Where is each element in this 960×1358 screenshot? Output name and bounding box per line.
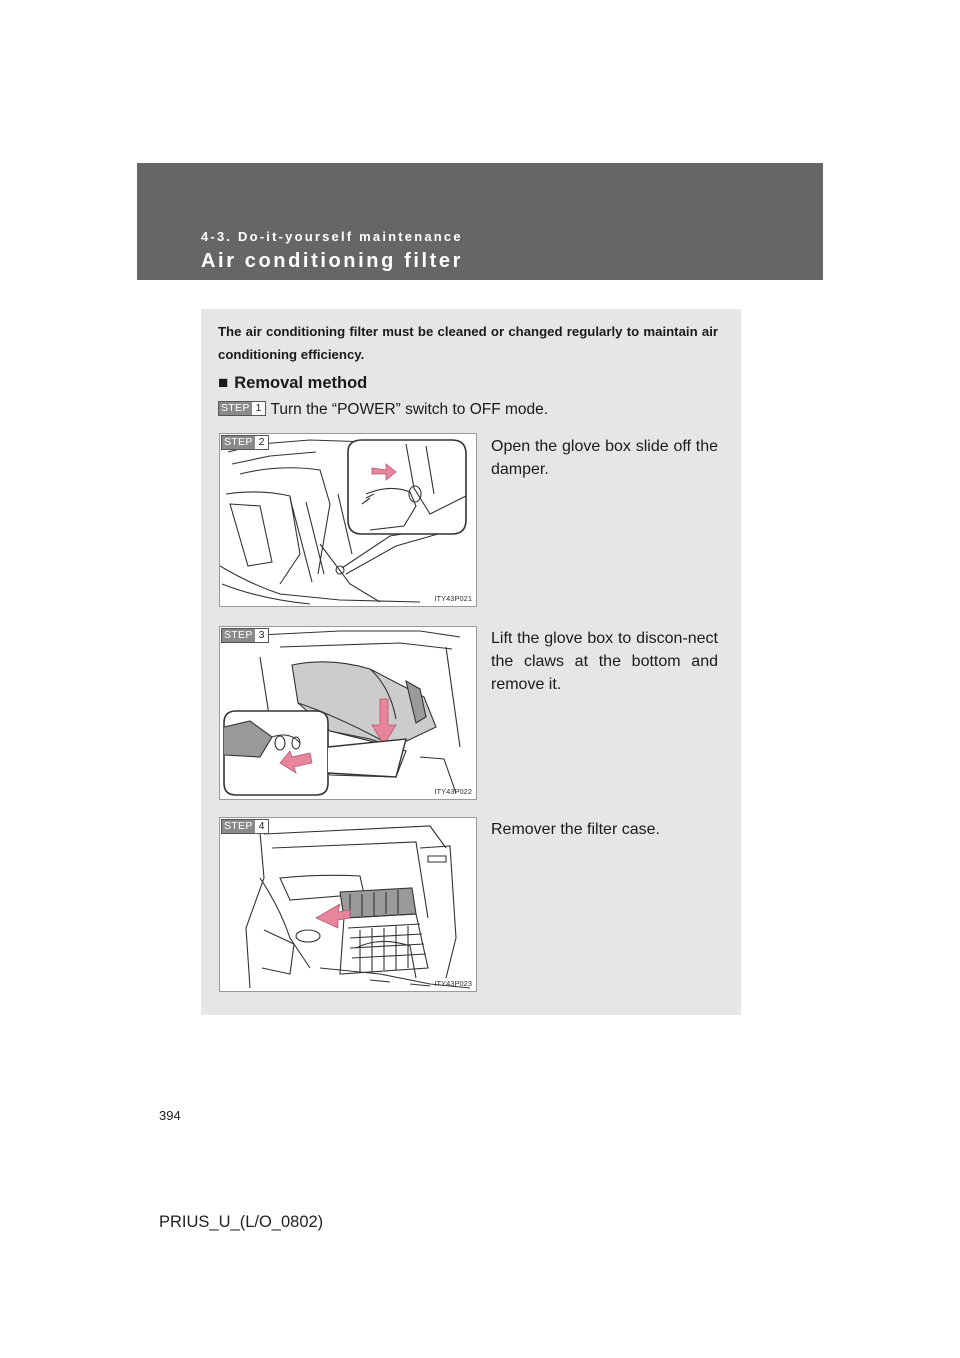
square-bullet-icon: ■ [218,373,229,392]
step-3-figure [219,626,477,800]
intro-text: The air conditioning filter must be cleaned or changed regularly to maintain air conditioning efficiency. [218,324,718,362]
step-2-text: Open the glove box slide off the damper. [491,438,718,478]
step-badge: STEP 4 [221,819,269,834]
step-2-figure [219,433,477,607]
glove-box-damper-illustration [220,434,476,606]
figure-code: ITY43P022 [434,787,472,796]
page-title: Air conditioning filter [201,250,464,272]
figure-code: ITY43P021 [434,594,472,603]
page-header [137,163,823,280]
footer-code: PRIUS_U_(L/O_0802) [159,1213,324,1231]
step-badge: STEP 3 [221,628,269,643]
section-label: 4-3. Do-it-yourself maintenance [201,229,463,244]
content-panel [201,309,741,1015]
page-number: 394 [159,1108,181,1123]
step-badge: STEP 1 [218,401,266,416]
step-4-text: Remover the filter case. [491,821,660,838]
filter-case-illustration [220,818,476,991]
step-1-text: Turn the “POWER” switch to OFF mode. [270,401,549,418]
step-4-figure [219,817,477,992]
figure-code: ITY43P023 [434,979,472,988]
step-1 [218,401,548,419]
step-3-text: Lift the glove box to discon-nect the claws at the bottom and remove it. [491,630,718,693]
step-badge: STEP 2 [221,435,269,450]
removal-heading [218,373,367,393]
removal-heading-text: Removal method [234,374,368,392]
glove-box-removal-illustration [220,627,476,799]
